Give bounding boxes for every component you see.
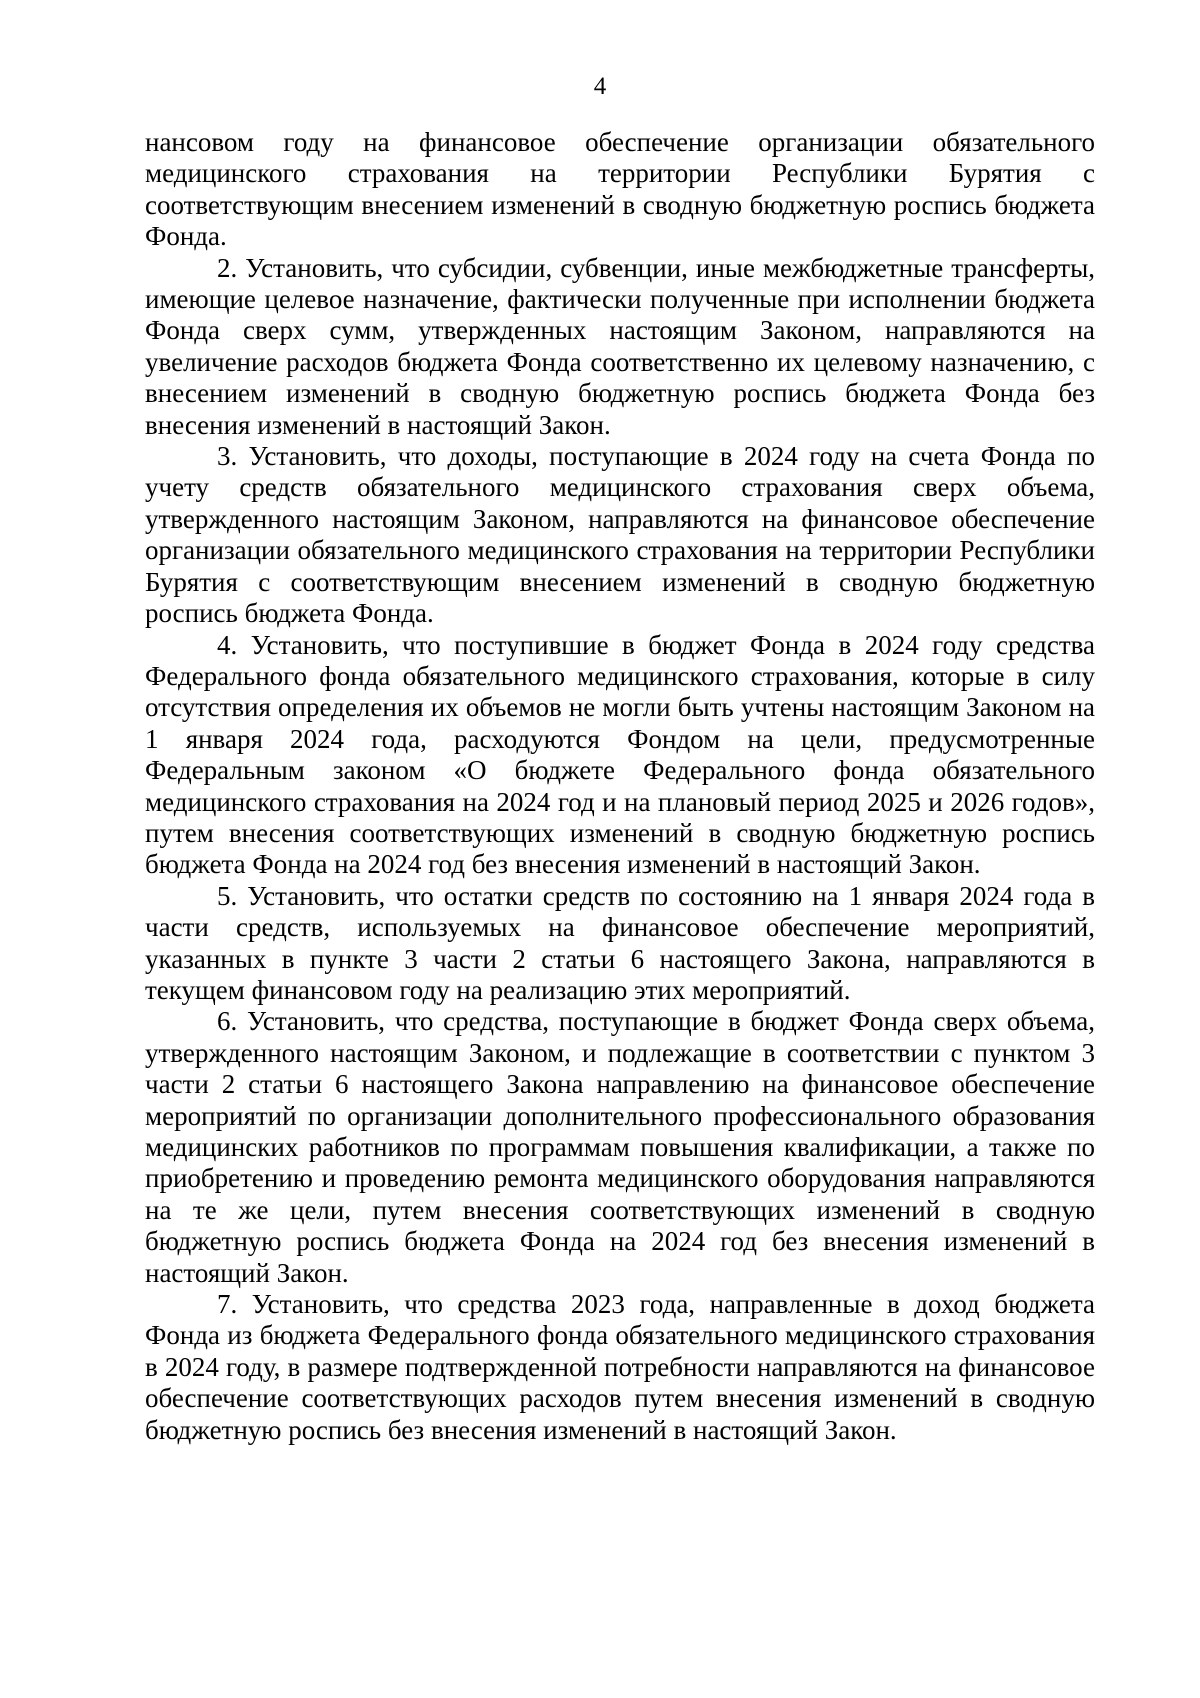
page-number: 4 (593, 73, 607, 100)
paragraph-item-2: 2. Установить, что субсидии, субвенции, иные межбюджетные трансферты, имеющие целевое назначение, фактически полученные при исполнении бюджета Фонда сверх сумм, утвержденных настоящим Законом, направляются на увеличение расходов бюджета Фонда соответственно их целевому назначению, с внесением изменений в сводную бюджетную роспись бюджета Фонда без внесения изменений в настоящий Закон. (145, 252, 1095, 440)
paragraph-continuation: нансовом году на финансовое обеспечение организации обязательного медицинского страхования на территории Республики Бурятия с соответствующим внесением изменений в сводную бюджетную роспись бюджета Фонда. (145, 127, 1095, 252)
paragraph-item-7: 7. Установить, что средства 2023 года, направленные в доход бюджета Фонда из бюджета Федерального фонда обязательного медицинского страхования в 2024 году, в размере подтвержденной потребности направляются на финансовое обеспечение соответствующих расходов путем внесения изменений в сводную бюджетную роспись без внесения изменений в настоящий Закон. (145, 1289, 1095, 1445)
paragraph-item-5: 5. Установить, что остатки средств по состоянию на 1 января 2024 года в части средств, используемых на финансовое обеспечение мероприятий, указанных в пункте 3 части 2 статьи 6 настоящего Закона, направляются в текущем финансовом году на реализацию этих мероприятий. (145, 880, 1095, 1005)
paragraph-item-4: 4. Установить, что поступившие в бюджет Фонда в 2024 году средства Федерального фонда обязательного медицинского страхования, которые в силу отсутствия определения их объемов не могли быть учтены настоящим Законом на 1 января 2024 года, расходуются Фондом на цели, предусмотренные Федеральным законом «О бюджете Федерального фонда обязательного медицинского страхования на 2024 год и на плановый период 2025 и 2026 годов», путем внесения соответствующих изменений в сводную бюджетную роспись бюджета Фонда на 2024 год без внесения изменений в настоящий Закон. (145, 629, 1095, 880)
document-body (145, 127, 1095, 1446)
paragraph-item-3: 3. Установить, что доходы, поступающие в 2024 году на счета Фонда по учету средств обязательного медицинского страхования сверх объема, утвержденного настоящим Законом, направляются на финансовое обеспечение организации обязательного медицинского страхования на территории Республики Бурятия с соответствующим внесением изменений в сводную бюджетную роспись бюджета Фонда. (145, 441, 1095, 629)
paragraph-item-6: 6. Установить, что средства, поступающие в бюджет Фонда сверх объема, утвержденного настоящим Законом, и подлежащие в соответствии с пунктом 3 части 2 статьи 6 настоящего Закона направлению на финансовое обеспечение мероприятий по организации дополнительного профессионального образования медицинских работников по программам повышения квалификации, а также по приобретению и проведению ремонта медицинского оборудования направляются на те же цели, путем внесения соответствующих изменений в сводную бюджетную роспись бюджета Фонда на 2024 год без внесения изменений в настоящий Закон. (145, 1006, 1095, 1288)
